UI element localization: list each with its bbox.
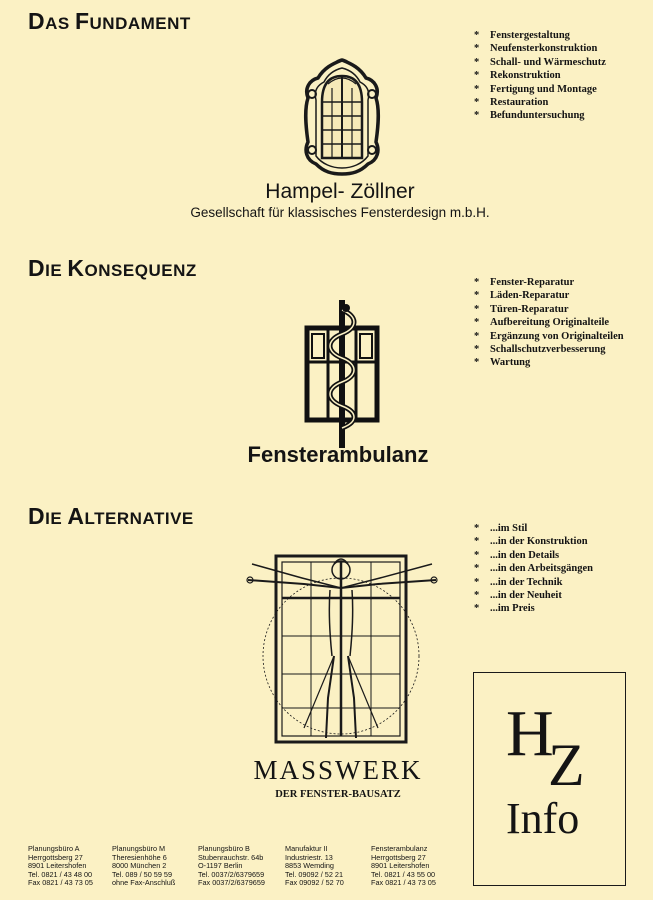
alternative-bullet-list bbox=[474, 522, 593, 616]
list-item: * Läden-Reparatur bbox=[474, 290, 570, 302]
section-heading-fundament: DAS FUNDAMENT bbox=[28, 8, 191, 34]
list-item: * ...im Preis bbox=[474, 603, 535, 615]
list-item: * ...im Stil bbox=[474, 523, 528, 534]
section-heading-alternative: DIE ALTERNATIVE bbox=[28, 503, 194, 529]
konsequenz-bullet-list bbox=[474, 276, 624, 370]
list-item: * Schall- und Wärmeschutz bbox=[474, 56, 606, 68]
hz-letter-z: Z bbox=[548, 732, 585, 798]
office-column-fensterambulanz: Fensterambulanz Herrgottsberg 27 8901 Leitershofen Tel. 0821 / 43 55 00 Fax 0821 / 43 73 05 bbox=[371, 844, 436, 888]
list-item: * Restauration bbox=[474, 97, 549, 109]
list-item: * Fertigung und Montage bbox=[474, 83, 597, 95]
fundament-bullet-list bbox=[474, 29, 606, 123]
section-heading-konsequenz: DIE KONSEQUENZ bbox=[28, 255, 197, 281]
masswerk-wordmark: MASSWERK bbox=[253, 755, 423, 785]
list-item: * Fenster-Reparatur bbox=[474, 277, 575, 288]
list-item: * Türen-Reparatur bbox=[474, 303, 569, 315]
office-column-a: Planungsbüro A Herrgottsberg 27 8901 Leitershofen Tel. 0821 / 43 48 00 Fax 0821 / 43 73 05 bbox=[28, 844, 93, 888]
list-item: * ...in den Details bbox=[474, 549, 560, 561]
list-item: * Befunduntersuchung bbox=[474, 110, 585, 122]
list-item: * Ergänzung von Originalteilen bbox=[474, 330, 624, 342]
list-item: * ...in der Technik bbox=[474, 576, 563, 588]
hz-info-box bbox=[473, 672, 626, 886]
list-item: * Aufbereitung Originalteile bbox=[474, 317, 610, 329]
company-tagline: Gesellschaft für klassisches Fensterdesign m.b.H. bbox=[190, 205, 490, 220]
hz-info-label: Info bbox=[506, 794, 580, 843]
list-item: * ...in den Arbeitsgängen bbox=[474, 563, 593, 575]
office-column-b: Planungsbüro B Stubenrauchstr. 64b O-1197 Berlin Tel. 0037/2/6379659 Fax 0037/2/6379659 bbox=[198, 844, 265, 888]
office-column-manufaktur: Manufaktur II Industriestr. 13 8853 Wemding Tel. 09092 / 52 21 Fax 09092 / 52 70 bbox=[285, 844, 344, 888]
list-item: * ...in der Neuheit bbox=[474, 590, 562, 602]
list-item: * Rekonstruktion bbox=[474, 70, 561, 82]
list-item: * Wartung bbox=[474, 357, 531, 369]
list-item: * Schallschutzverbesserung bbox=[474, 344, 606, 356]
fensterambulanz-wordmark: Fensterambulanz bbox=[247, 442, 429, 467]
hampel-zoellner-window-logo bbox=[302, 58, 382, 178]
list-item: * Fenstergestaltung bbox=[474, 30, 570, 41]
company-name: Hampel- Zöllner bbox=[265, 180, 415, 203]
office-column-m: Planungsbüro M Theresienhöhe 6 8000 München 2 Tel. 089 / 50 59 59 ohne Fax-Anschluß bbox=[112, 844, 176, 888]
list-item: * Neufensterkonstruktion bbox=[474, 43, 598, 55]
masswerk-tagline: DER FENSTER-BAUSATZ bbox=[275, 789, 401, 800]
fensterambulanz-logo bbox=[302, 298, 382, 450]
masswerk-vitruvian-window-illustration bbox=[244, 538, 440, 748]
hz-letter-h: H bbox=[506, 697, 554, 770]
list-item: * ...in der Konstruktion bbox=[474, 536, 588, 548]
